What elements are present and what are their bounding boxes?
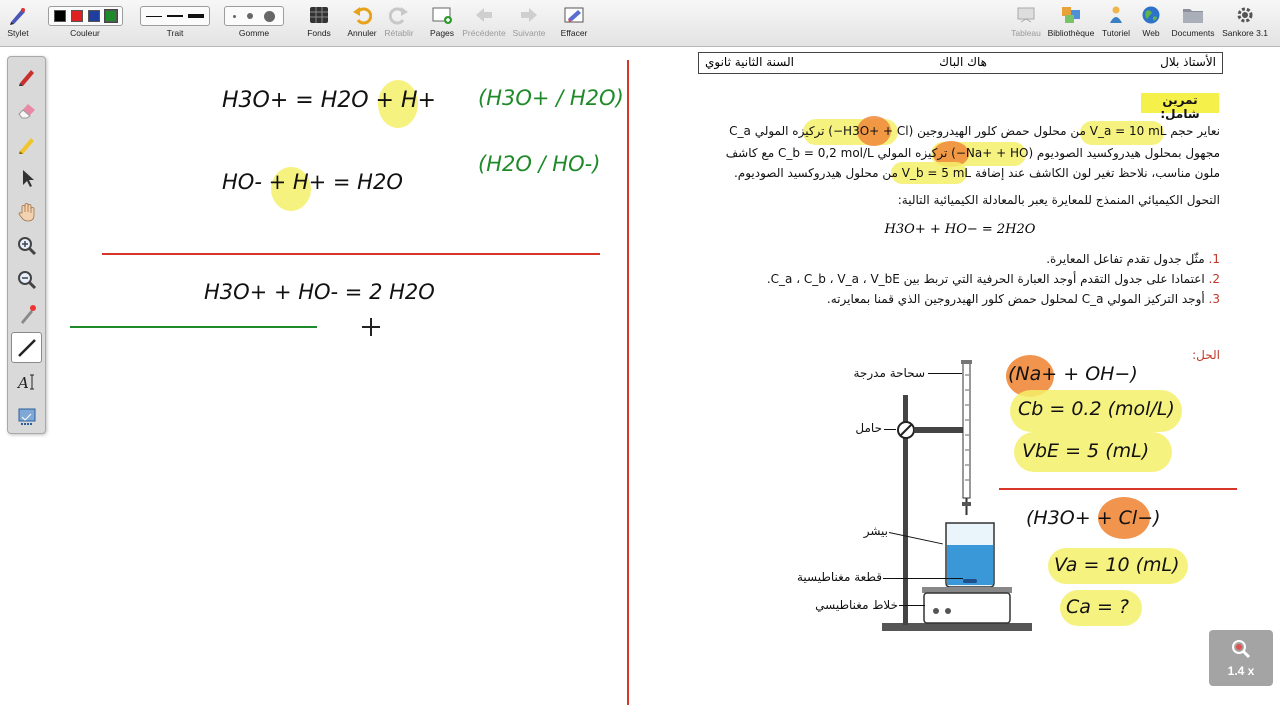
hand-icon bbox=[16, 201, 38, 223]
eraser-medium-option[interactable] bbox=[247, 13, 253, 19]
clear-board-icon bbox=[561, 4, 587, 26]
stylet-icon bbox=[5, 4, 31, 26]
question-1 bbox=[690, 252, 1220, 266]
gomme-label: Gomme bbox=[238, 28, 270, 38]
label-stand: حامل bbox=[855, 421, 882, 435]
problem-line-1: نعاير حجم V_a = 10 mL من محلول حمض كلور الهيدروجين (H3O+ + Cl−) تركيزه المولي C_a bbox=[729, 124, 1220, 138]
pages-button[interactable] bbox=[425, 0, 459, 46]
stroke-options bbox=[140, 6, 210, 26]
zoom-in-tool[interactable] bbox=[11, 230, 42, 261]
board-line-3: H3O+ + HO- = 2 H2O bbox=[204, 280, 435, 304]
bibliotheque-button[interactable] bbox=[1047, 0, 1095, 46]
exercise-title: تمرين شامل: bbox=[1141, 93, 1219, 113]
selector-tool[interactable] bbox=[11, 162, 42, 193]
sankore-menu-button[interactable] bbox=[1218, 0, 1272, 46]
text-tool[interactable] bbox=[11, 366, 42, 397]
arrow-burette bbox=[928, 373, 962, 374]
screen-capture-icon bbox=[16, 405, 38, 427]
header-level: السنة الثانية ثانوي bbox=[705, 55, 794, 69]
redo-icon bbox=[386, 4, 412, 26]
eraser-small-option[interactable] bbox=[233, 15, 236, 18]
color-swatches bbox=[48, 6, 123, 26]
suivante-button[interactable] bbox=[509, 0, 549, 46]
folder-icon bbox=[1180, 4, 1206, 26]
tableau-button[interactable] bbox=[1008, 0, 1044, 46]
header-teacher: الأستاذ بلال bbox=[1160, 55, 1216, 69]
question-2-text: اعتمادا على جدول التقدم أوجد العبارة الحرفية التي تربط بين C_a ، C_b ، V_a ، V_bE. bbox=[766, 272, 1205, 286]
background-grid-icon bbox=[306, 4, 332, 26]
suivante-label: Suivante bbox=[512, 28, 546, 38]
stroke-thin-option[interactable] bbox=[146, 16, 162, 17]
trait-label: Trait bbox=[166, 28, 184, 38]
magnifier-icon bbox=[1230, 638, 1252, 660]
tutoriel-label: Tutoriel bbox=[1101, 28, 1131, 38]
zoom-out-tool[interactable] bbox=[11, 264, 42, 295]
documents-button[interactable] bbox=[1170, 0, 1216, 46]
color-green-swatch[interactable] bbox=[105, 10, 117, 22]
text-icon bbox=[16, 371, 38, 393]
arrow-stirrer bbox=[899, 605, 925, 606]
undo-icon bbox=[349, 4, 375, 26]
couleur-label: Couleur bbox=[70, 28, 100, 38]
board-green-line bbox=[70, 326, 317, 328]
stroke-thick-option[interactable] bbox=[188, 14, 204, 18]
board-red-separator bbox=[102, 253, 600, 255]
arrow-stand bbox=[884, 429, 896, 430]
stroke-medium-option[interactable] bbox=[167, 15, 183, 17]
highlighter-icon bbox=[16, 133, 38, 155]
effacer-button[interactable] bbox=[556, 0, 592, 46]
pages-label: Pages bbox=[429, 28, 455, 38]
precedente-button[interactable] bbox=[461, 0, 507, 46]
zoom-out-icon bbox=[16, 269, 38, 291]
color-black-swatch[interactable] bbox=[54, 10, 66, 22]
problem-line-4: التحول الكيميائي المنمذج للمعايرة يعبر بالمعادلة الكيميائية التالية: bbox=[897, 193, 1220, 207]
tool-palette bbox=[7, 56, 46, 434]
question-3 bbox=[690, 292, 1220, 306]
pages-icon bbox=[429, 4, 455, 26]
note-vbe: VbE = 5 (mL) bbox=[1022, 440, 1150, 462]
tableau-label: Tableau bbox=[1011, 28, 1041, 38]
web-label: Web bbox=[1142, 28, 1160, 38]
web-button[interactable] bbox=[1136, 0, 1166, 46]
gear-icon bbox=[1232, 4, 1258, 26]
solution-label: الحل: bbox=[1192, 348, 1220, 362]
board-line-1 bbox=[222, 88, 436, 113]
label-magnet: قطعة مغناطيسية bbox=[796, 570, 882, 584]
problem-line-3: ملون مناسب، نلاحظ تغير لون الكاشف عند إضافة V_b = 5 mL من محلول هيدروكسيد الصوديوم. bbox=[733, 166, 1220, 180]
header-title: هاك الباك bbox=[939, 55, 987, 69]
note-acid-ions: (H3O+ + Cl−) bbox=[1026, 507, 1161, 529]
question-1-number: 1. bbox=[1208, 252, 1220, 266]
laser-pointer-tool[interactable] bbox=[11, 298, 42, 329]
effacer-label: Effacer bbox=[560, 28, 588, 38]
annuler-button[interactable] bbox=[344, 0, 380, 46]
doc-header-box bbox=[698, 52, 1223, 74]
note-cb: Cb = 0.2 (mol/L) bbox=[1018, 398, 1175, 420]
board-pair-2: (H2O / HO-) bbox=[478, 152, 601, 176]
globe-icon bbox=[1138, 4, 1164, 26]
zoom-widget[interactable] bbox=[1209, 630, 1273, 686]
tutoriel-button[interactable] bbox=[1098, 0, 1134, 46]
top-toolbar bbox=[0, 0, 1280, 47]
pen-tool[interactable] bbox=[11, 60, 42, 91]
sankore-label: Sankore 3.1 bbox=[1222, 28, 1268, 38]
question-3-number: 3. bbox=[1208, 292, 1220, 306]
eraser-icon bbox=[16, 99, 38, 121]
problem-line-2: مجهول بمحلول هيدروكسيد الصوديوم (Na+ + HO−) تركيزه المولي C_b = 0,2 mol/L مع كاشف bbox=[725, 146, 1220, 160]
note-va: Va = 10 (mL) bbox=[1054, 554, 1180, 576]
documents-label: Documents bbox=[1171, 28, 1215, 38]
library-icon bbox=[1058, 4, 1084, 26]
note-base-ions: (Na+ + OH−) bbox=[1008, 363, 1138, 385]
eraser-size-group bbox=[219, 0, 289, 46]
question-2-number: 2. bbox=[1208, 272, 1220, 286]
board-vertical-divider bbox=[627, 60, 629, 705]
question-2 bbox=[690, 272, 1220, 286]
board-icon bbox=[1013, 4, 1039, 26]
board-line-2: HO- + H+ = H2O bbox=[222, 170, 403, 194]
stroke-group bbox=[140, 0, 210, 46]
line-tool[interactable] bbox=[11, 332, 42, 363]
highlighter-tool[interactable] bbox=[11, 128, 42, 159]
bibliotheque-label: Bibliothèque bbox=[1047, 28, 1095, 38]
arrow-left-icon bbox=[471, 4, 497, 26]
eraser-tool[interactable] bbox=[11, 94, 42, 125]
tutorial-icon bbox=[1103, 4, 1129, 26]
zoom-in-icon bbox=[16, 235, 38, 257]
retablir-label: Rétablir bbox=[384, 28, 414, 38]
arrow-magnet bbox=[883, 578, 963, 579]
eraser-size-options bbox=[224, 6, 284, 26]
label-beaker: بيشر bbox=[863, 524, 888, 538]
arrow-right-icon bbox=[516, 4, 542, 26]
color-red-swatch[interactable] bbox=[71, 10, 83, 22]
cursor-arrow-icon bbox=[16, 167, 38, 189]
laser-pointer-icon bbox=[16, 303, 38, 325]
stylet-label: Stylet bbox=[7, 28, 29, 38]
label-burette bbox=[820, 366, 925, 380]
svg-text:A: A bbox=[17, 373, 29, 392]
retablir-button[interactable] bbox=[382, 0, 416, 46]
label-stirrer: خلاط مغناطيسي bbox=[815, 598, 898, 612]
hand-tool[interactable] bbox=[11, 196, 42, 227]
eraser-large-option[interactable] bbox=[264, 11, 275, 22]
question-3-text: أوجد التركيز المولي C_a لمحلول حمض كلور الهيدروجين الذي قمنا بمعايرته. bbox=[826, 292, 1205, 306]
color-group bbox=[40, 0, 130, 46]
reaction-equation: H3O+ + HO− = 2H2O bbox=[884, 222, 1036, 237]
crosshair-cursor bbox=[362, 318, 380, 336]
annuler-label: Annuler bbox=[347, 28, 377, 38]
stylet-button[interactable] bbox=[2, 0, 34, 46]
board-line-1-text: H3O+ = H2O + H+ bbox=[222, 88, 436, 113]
board-pair-1: (H3O+ / H2O) bbox=[478, 86, 624, 110]
precedente-label: Précédente bbox=[462, 28, 506, 38]
notes-red-separator bbox=[999, 488, 1237, 490]
pen-icon bbox=[16, 65, 38, 87]
question-1-text: مثّل جدول تقدم تفاعل المعايرة. bbox=[1046, 252, 1205, 266]
fonds-label: Fonds bbox=[307, 28, 331, 38]
line-icon bbox=[16, 337, 38, 359]
label-burette-text: سحاحة مدرجة bbox=[853, 366, 925, 380]
capture-tool[interactable] bbox=[11, 400, 42, 431]
note-ca: Ca = ? bbox=[1066, 596, 1129, 618]
zoom-level: 1.4 x bbox=[1227, 664, 1255, 678]
color-blue-swatch[interactable] bbox=[88, 10, 100, 22]
fonds-button[interactable] bbox=[302, 0, 336, 46]
